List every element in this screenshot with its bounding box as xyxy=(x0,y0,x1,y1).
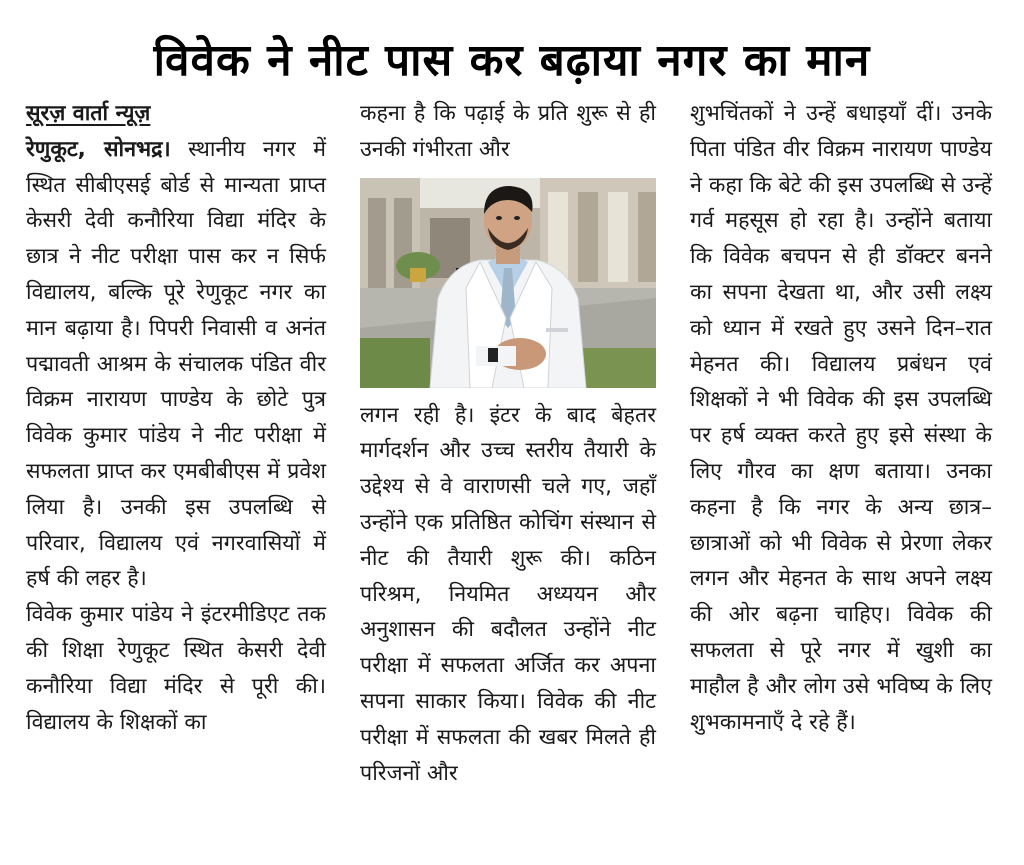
paragraph-1-text: स्थानीय नगर में स्थित सीबीएसई बोर्ड से मान्यता प्राप्त केसरी देवी कनौरिया विद्या मंदिर के छात्र ने नीट परीक्षा पास कर न सिर्फ विद्यालय, बल्कि पूरे रेणुकूट नगर का मान बढ़ाया है। पिपरी निवासी व अनंत पद्मावती आश्रम के संचालक पंडित वीर विक्रम नारायण पाण्डेय के छोटे पुत्र विवेक कुमार पांडेय ने नीट परीक्षा में सफलता प्राप्त कर एमबीबीएस में प्रवेश लिया है। उनकी इस उपलब्धि से परिवार, विद्यालय एवं नगरवासियों में हर्ष की लहर है। xyxy=(26,136,326,592)
headline: विवेक ने नीट पास कर बढ़ाया नगर का मान xyxy=(153,35,871,86)
dateline: रेणुकूट, सोनभद्र। xyxy=(26,136,171,162)
column-3-text: शुभचिंतकों ने उन्हें बधाइयाँ दीं। उनके पिता पंडित वीर विक्रम नारायण पाण्डेय ने कहा कि बेटे की इस उपलब्धि से उन्हें गर्व महसूस हो रहा है। उन्होंने बताया कि विवेक बचपन से ही डॉक्टर बनने का सपना देखता था, और उसी लक्ष्य को ध्यान में रखते हुए उसने दिन–रात मेहनत की। विद्यालय प्रबंधन एवं शिक्षकों ने भी विवेक की इस उपलब्धि पर हर्ष व्यक्त करते हुए इसे संस्था के लिए गौरव का क्षण बताया। उनका कहना है कि नगर के अन्य छात्र–छात्राओं को भी विवेक से प्रेरणा लेकर लगन और मेहनत के साथ अपने लक्ष्य की ओर बढ़ना चाहिए। विवेक की सफलता से पूरे नगर में खुशी का माहौल है और लोग उसे भविष्य के लिए शुभकामनाएँ दे रहे हैं। xyxy=(690,101,992,735)
column-2-bottom-text: लगन रही है। इंटर के बाद बेहतर मार्गदर्शन और उच्च स्तरीय तैयारी के उद्देश्य से वे वाराणसी चले गए, जहाँ उन्होंने एक प्रतिष्ठित कोचिंग संस्थान से नीट की तैयारी शुरू की। कठिन परिश्रम, नियमित अध्ययन और अनुशासन की बदौलत उन्होंने नीट परीक्षा में सफलता अर्जित कर अपना सपना साकार किया। विवेक की नीट परीक्षा में सफलता की खबर मिलते ही परिजनों और xyxy=(360,402,656,786)
paragraph-1 xyxy=(26,132,326,597)
column-2-top-text: कहना है कि पढ़ाई के प्रति शुरू से ही उनकी गंभीरता और xyxy=(360,101,656,162)
article-column-1 xyxy=(26,96,326,740)
article-column-3 xyxy=(690,96,992,740)
student-photo xyxy=(360,178,656,388)
byline: सूरज़ वार्ता न्यूज़ xyxy=(26,101,151,126)
article-column-2 xyxy=(360,96,656,791)
paragraph-2: विवेक कुमार पांडेय ने इंटरमीडिएट तक की शिक्षा रेणुकूट स्थित केसरी देवी कनौरिया विद्या मंदिर से पूरी की। विद्यालय के शिक्षकों का xyxy=(26,602,326,735)
